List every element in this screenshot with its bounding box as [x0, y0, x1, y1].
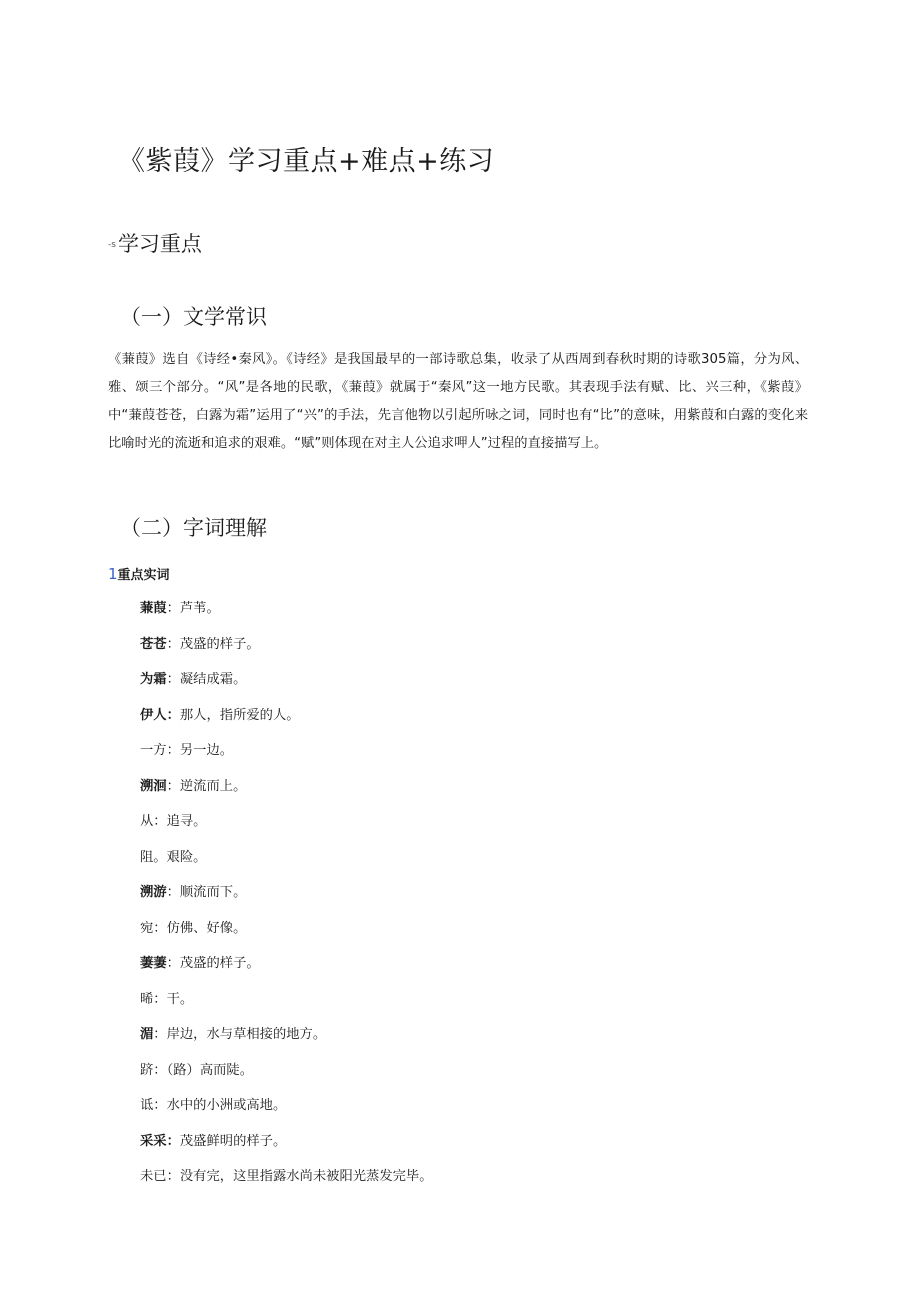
vocab-item — [140, 916, 433, 952]
list-number: 1 — [108, 565, 118, 583]
vocab-term: 跻 — [140, 1062, 154, 1078]
vocab-term: 晞 — [140, 991, 154, 1007]
vocab-item — [140, 1164, 433, 1200]
vocab-item — [140, 703, 433, 739]
vocab-separator: 。 — [153, 849, 167, 865]
vocab-definition: 茂盛鲜明的样子。 — [179, 1133, 287, 1149]
vocab-item — [140, 774, 433, 810]
vocab-item — [140, 1129, 433, 1165]
vocab-item — [140, 596, 433, 632]
vocab-definition: 追寻。 — [166, 814, 207, 829]
vocab-separator: ： — [166, 778, 180, 794]
vocab-definition: 艰险。 — [166, 849, 207, 865]
vocab-term: 诋 — [140, 1098, 154, 1113]
vocab-term: 苍苍 — [140, 636, 167, 652]
vocabulary-list — [140, 596, 433, 1200]
vocab-separator: ： — [153, 814, 167, 829]
vocab-term: 湄 — [140, 1027, 154, 1042]
vocab-item — [140, 845, 433, 881]
vocab-item — [140, 667, 433, 703]
key-words-heading — [108, 564, 170, 586]
vocab-definition: 岸边，水与草相接的地方。 — [166, 1027, 327, 1042]
literary-knowledge-paragraph: 《蒹葭》选自《诗经•秦风》。《诗经》是我国最早的一部诗歌总集，收录了从西周到春秋时期的诗歌305篇，分为风、雅、颂三个部分。“风”是各地的民歌，《蒹葭》就属于“秦风”这一地方民歌。其表现手法有赋、比、兴三种，《紫葭》中“蒹葭苍苍，白露为霜”运用了“兴”的手法，先言他物以引起所咏之词，同时也有“比”的意味，用紫葭和白露的变化来比喻时光的流逝和追求的艰难。“赋”则体现在对主人公追求呷人”过程的直接描写上。 — [108, 352, 808, 451]
vocab-definition: 逆流而上。 — [179, 778, 247, 794]
vocab-term: 阻 — [140, 849, 154, 865]
vocab-separator: ： — [153, 1062, 167, 1078]
vocab-item — [140, 1058, 433, 1094]
vocab-term: 溯洄 — [140, 778, 167, 794]
vocab-separator: ： — [166, 743, 180, 758]
vocab-term: 蒹葭 — [140, 601, 167, 616]
vocab-term: 伊人： — [140, 707, 180, 723]
vocab-term: 一方 — [140, 743, 167, 758]
vocab-definition: 芦苇。 — [179, 601, 220, 616]
vocab-definition: 那人，指所爱的人。 — [179, 707, 300, 723]
vocab-item — [140, 632, 433, 668]
vocab-term: 为霜 — [140, 672, 167, 687]
vocab-separator: ： — [166, 601, 180, 616]
vocab-term: 采采： — [140, 1133, 180, 1149]
vocab-separator: ： — [166, 956, 180, 971]
vocab-definition: 另一边。 — [179, 743, 234, 758]
vocab-separator: ： — [153, 991, 167, 1007]
vocab-item — [140, 951, 433, 987]
vocab-definition: 顺流而下。 — [179, 885, 247, 900]
vocab-item — [140, 809, 433, 845]
vocab-item — [140, 1093, 433, 1129]
vocab-term: 溯游 — [140, 885, 167, 900]
subsection-heading-word-understanding: （二）字词理解 — [120, 516, 267, 540]
vocab-definition: 凝结成霜。 — [179, 672, 247, 687]
vocab-definition: 茂盛的样子。 — [179, 636, 260, 652]
vocab-term: 未已 — [140, 1169, 167, 1184]
vocab-separator: ： — [166, 672, 180, 687]
vocab-definition: 没有完，这里指露水尚未被阳光蒸发完毕。 — [179, 1169, 433, 1184]
subsection-heading-literary-knowledge: （一）文学常识 — [120, 305, 267, 329]
vocab-definition: 仿佛、好像。 — [166, 920, 247, 936]
vocab-definition: 茂盛的样子。 — [179, 956, 260, 971]
vocab-separator: ： — [153, 1098, 167, 1113]
vocab-separator: ： — [166, 636, 180, 652]
vocab-separator: ： — [153, 920, 167, 936]
vocab-term: 萋萋 — [140, 956, 167, 971]
document-title: 《紫葭》学习重点+难点+练习 — [118, 146, 495, 177]
vocab-separator: ： — [153, 1027, 167, 1042]
vocab-separator: ： — [166, 885, 180, 900]
vocab-term: 从 — [140, 814, 154, 829]
vocab-item — [140, 987, 433, 1023]
vocab-definition: （路）高而陡。 — [166, 1062, 254, 1078]
key-words-heading-text: 重点实词 — [117, 568, 170, 583]
vocab-item — [140, 1022, 433, 1058]
section-heading-learning-focus — [108, 229, 202, 260]
vocab-term: 宛 — [140, 920, 154, 936]
vocab-item — [140, 738, 433, 774]
section-heading-text: 学习重点 — [117, 232, 202, 256]
vocab-item — [140, 880, 433, 916]
heading-marker: -s — [108, 240, 116, 250]
vocab-separator: ： — [166, 1169, 180, 1184]
vocab-definition: 干。 — [166, 991, 194, 1007]
vocab-definition: 水中的小洲或高地。 — [166, 1098, 287, 1113]
